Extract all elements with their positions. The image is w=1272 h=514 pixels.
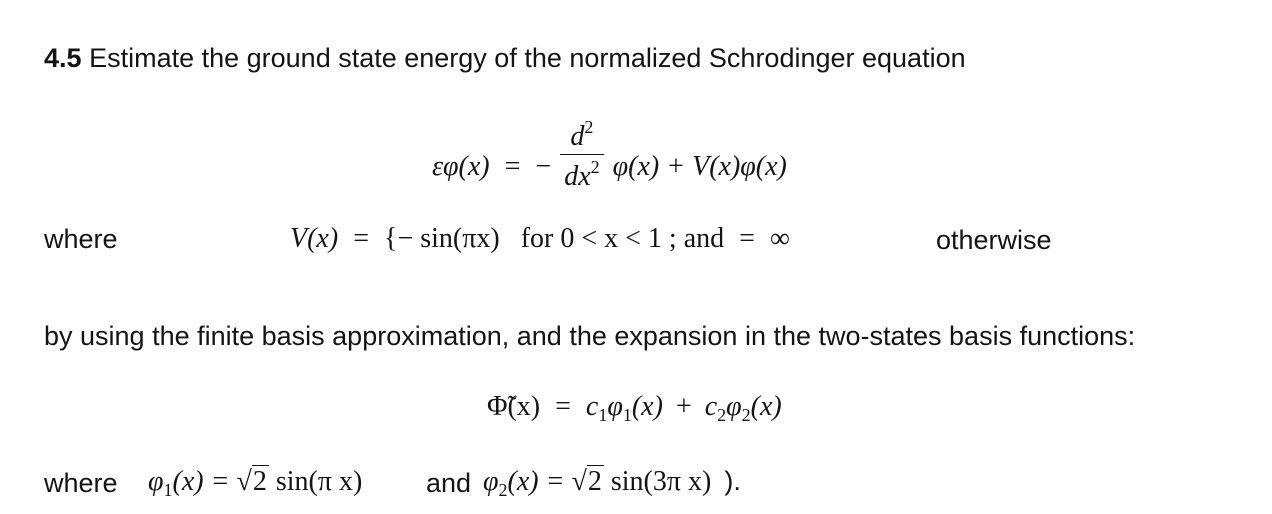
coefficient-c2: $c_2$ xyxy=(704,391,727,425)
expansion-plus: + xyxy=(675,391,692,422)
infinity-symbol: ∞ xyxy=(769,223,790,254)
equation-equals: = xyxy=(504,150,521,182)
trial-expansion xyxy=(487,393,782,424)
basis-where-label: where xyxy=(44,468,118,498)
problem-statement: Estimate the ground state energy of the normalized Schrodinger equation xyxy=(89,43,966,73)
closing-paren: ). xyxy=(724,466,741,496)
basis-phi2: $\varphi_2(x)$ xyxy=(726,391,782,425)
basis-and-label: and xyxy=(426,468,472,498)
basis-phi2-definition: $\varphi_2(x) = √2$ sin(3π x) ). xyxy=(483,466,741,500)
equation-lhs: εφ(x) xyxy=(432,150,490,182)
equation-rhs: φ(x) + V(x)φ(x) xyxy=(612,150,787,182)
basis-phi1: $\varphi_1(x)$ xyxy=(607,391,663,425)
potential-equals-2: = xyxy=(739,223,755,254)
expansion-equals: = xyxy=(555,391,571,422)
fraction-numerator: $d^2$ xyxy=(570,117,594,152)
otherwise-label: otherwise xyxy=(936,225,1052,255)
potential-definition xyxy=(290,225,790,253)
trial-function: Φ̃(x) xyxy=(487,391,541,422)
where-label: where xyxy=(44,224,118,254)
problem-number: 4.5 xyxy=(44,43,82,73)
schrodinger-equation xyxy=(432,112,787,192)
equation-minus: − xyxy=(535,150,552,182)
potential-lhs: V(x) xyxy=(290,223,339,254)
fraction-denominator: $dx^2$ xyxy=(560,154,603,191)
potential-brace: { xyxy=(383,223,398,254)
method-text: by using the finite basis approximation, and the expansion in the two-states basis functions: xyxy=(44,321,1136,351)
potential-expression: − sin(πx) xyxy=(397,223,500,254)
basis-phi1-definition: $\varphi_1(x) = √2$ sin(π x) xyxy=(148,466,363,500)
coefficient-c1: $c_1$ xyxy=(585,391,608,425)
sqrt-symbol-1: √2 xyxy=(236,466,267,497)
potential-condition: for 0 < x < 1 ; and xyxy=(520,223,725,254)
sqrt-symbol-2: √2 xyxy=(571,466,602,497)
potential-equals: = xyxy=(353,223,369,254)
second-derivative-fraction xyxy=(560,118,603,191)
problem-heading xyxy=(44,45,966,72)
